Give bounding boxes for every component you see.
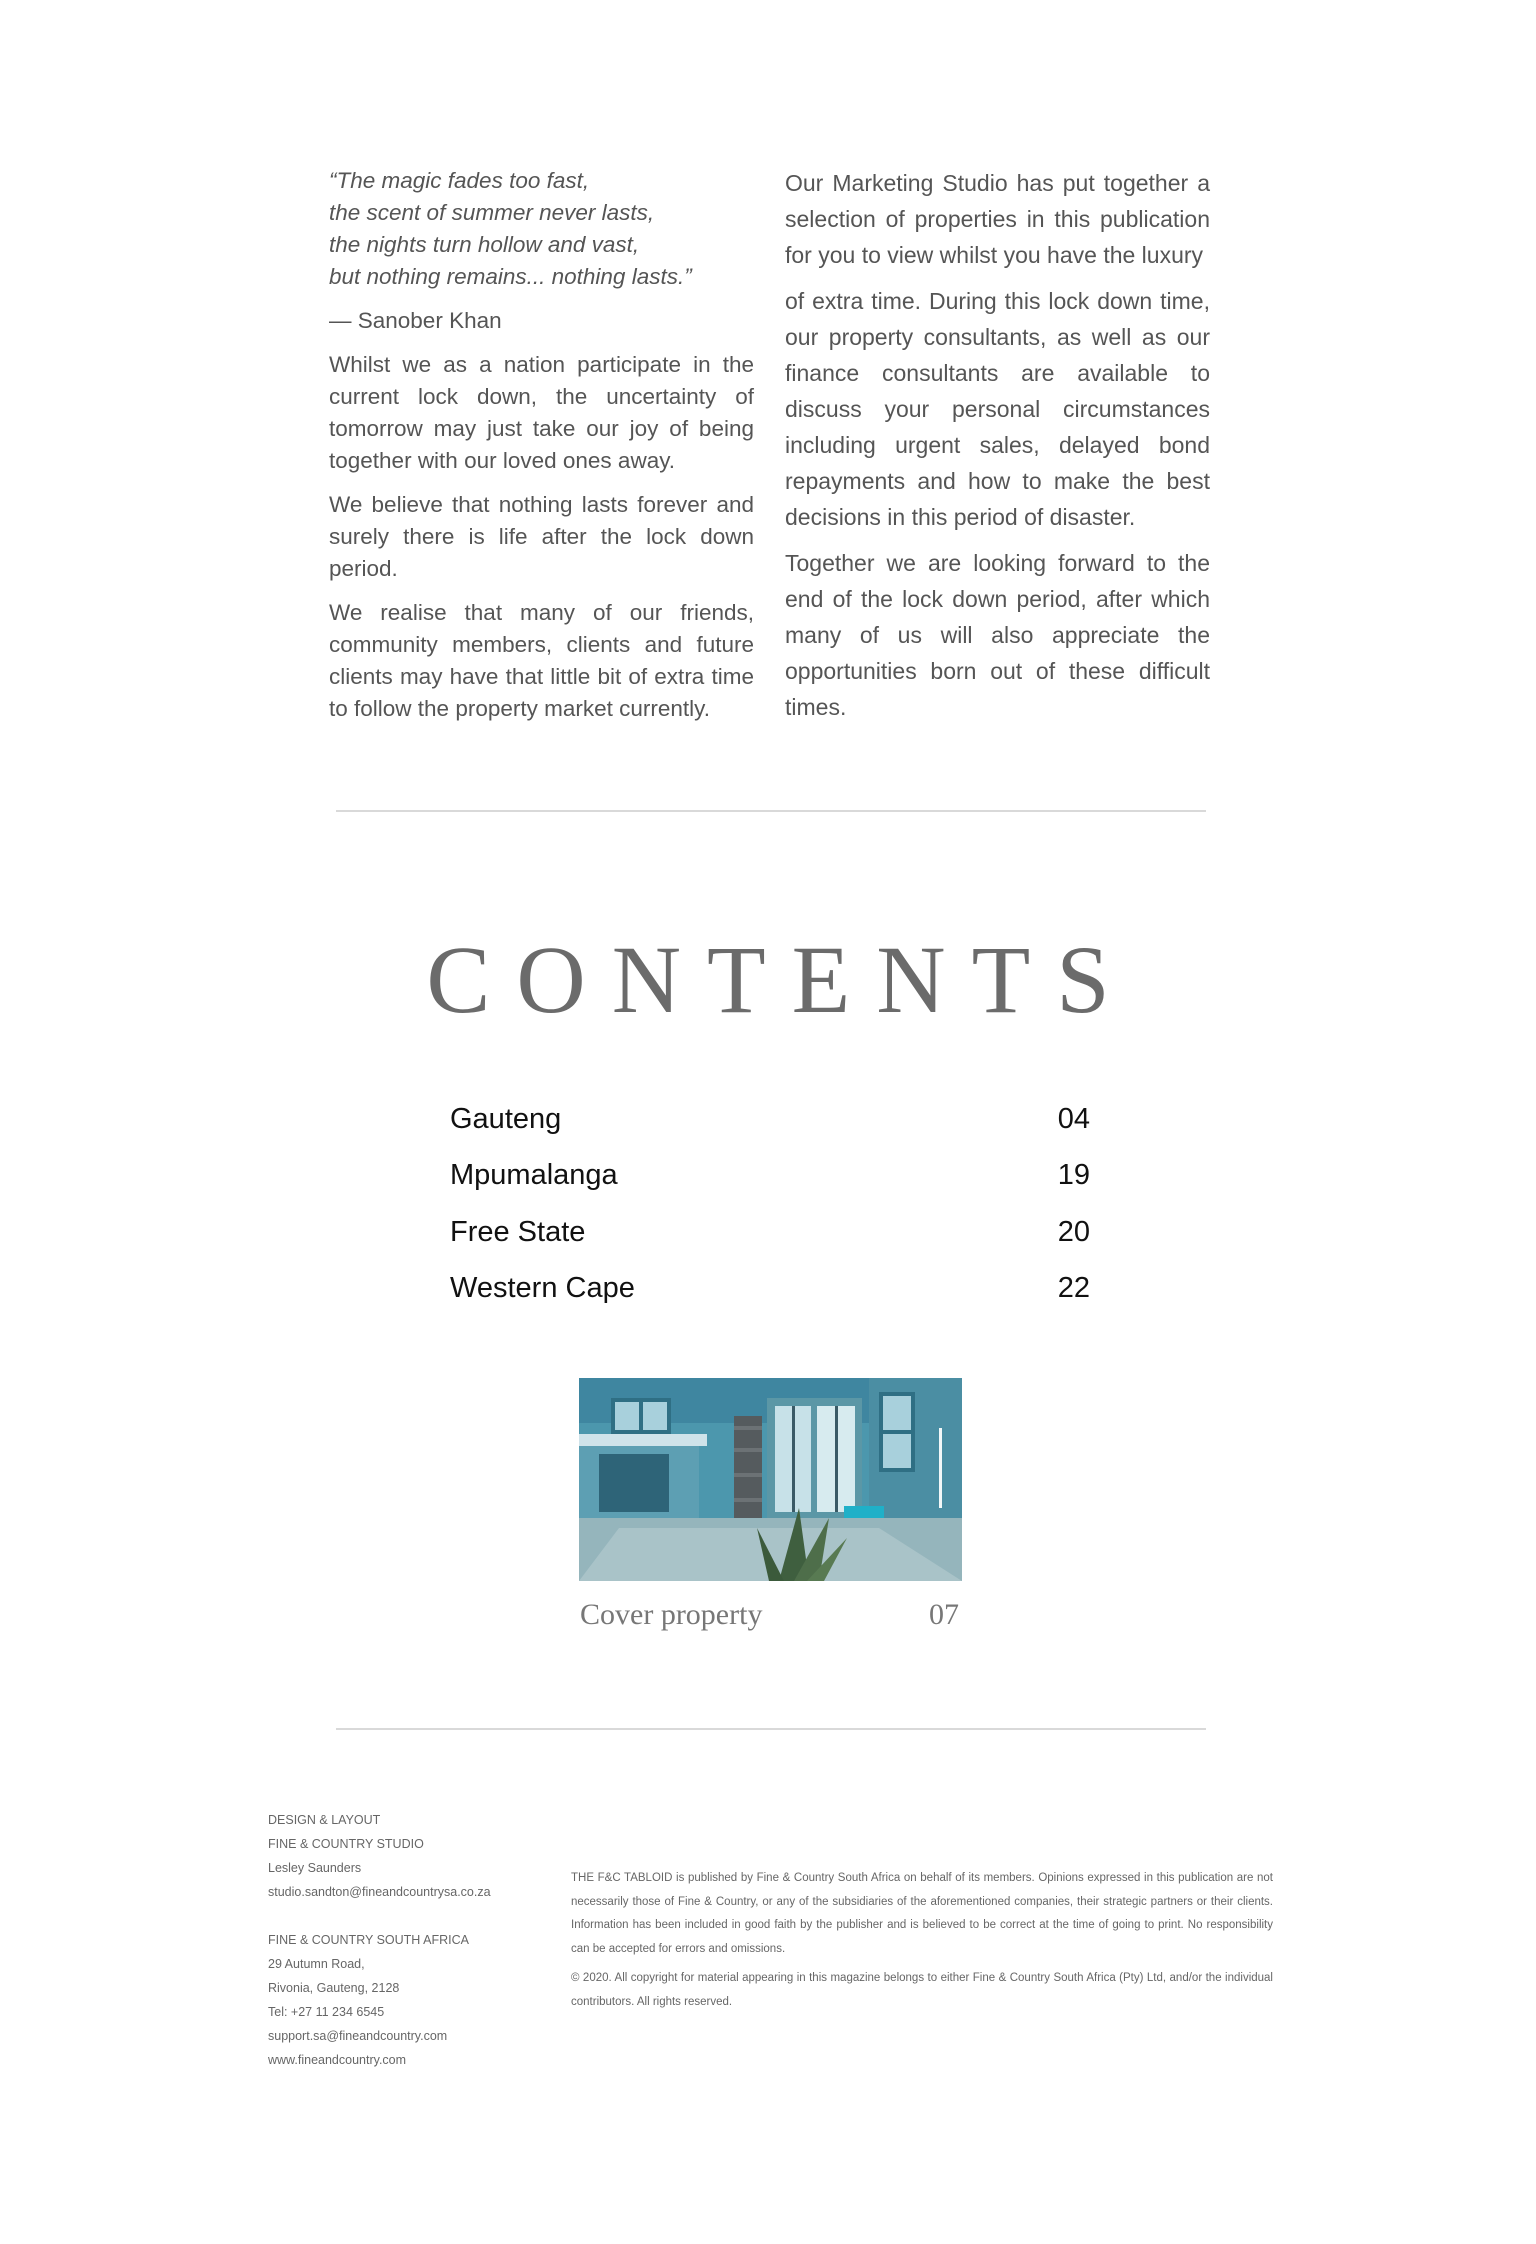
address-line: 29 Autumn Road, — [268, 1957, 365, 1971]
intro-left-column — [329, 165, 754, 737]
publisher-disclaimer: THE F&C TABLOID is published by Fine & Country South Africa on behalf of its members. Opinions expressed in this publication are not necessarily those of Fine & Country, or any of the subsidiaries of the aforementioned companies, their strategic partners or their clients. Information has been included in good faith by the publisher and is believed to be correct at the time of going to print. No responsibility can be accepted for errors and omissions. — [571, 1872, 1273, 1955]
cover-property-image[interactable] — [579, 1378, 962, 1581]
intro-paragraph: of extra time. During this lock down time, our property consultants, as well as our finance consultants are available to discuss your personal circumstances including urgent sales, delayed bond repayments and how to make the best decisions in this period of disaster. — [785, 288, 1210, 530]
credit-line: FINE & COUNTRY SOUTH AFRICA — [268, 1933, 469, 1947]
credits-block — [268, 1808, 568, 2072]
toc-item-gauteng[interactable] — [450, 1099, 1090, 1139]
quote-line: the scent of summer never lasts, — [329, 200, 655, 225]
toc-page-number: 19 — [1057, 1159, 1090, 1191]
quote-author: — Sanober Khan — [329, 308, 502, 333]
quote — [329, 165, 754, 293]
toc-label: Free State — [450, 1216, 586, 1248]
support-email-link[interactable]: support.sa@fineandcountry.com — [268, 2029, 448, 2043]
intro-paragraph: We believe that nothing lasts forever and surely there is life after the lock down period. — [329, 492, 754, 581]
toc-item-free-state[interactable] — [450, 1212, 1090, 1252]
toc-item-western-cape[interactable] — [450, 1268, 1090, 1308]
studio-email-link[interactable]: studio.sandton@fineandcountrysa.co.za — [268, 1885, 491, 1899]
phone-line: Tel: +27 11 234 6545 — [268, 2005, 385, 2019]
spacer — [268, 1904, 568, 1928]
quote-line: but nothing remains... nothing lasts.” — [329, 264, 692, 289]
toc-page-number: 22 — [1057, 1272, 1090, 1304]
divider — [336, 810, 1206, 812]
credit-line: Lesley Saunders — [268, 1861, 362, 1875]
toc-page-number: 20 — [1057, 1216, 1090, 1248]
website-link[interactable]: www.fineandcountry.com — [268, 2053, 407, 2067]
cover-label: Cover property — [580, 1598, 763, 1631]
house-illustration — [579, 1378, 962, 1581]
divider — [336, 1728, 1206, 1730]
intro-paragraph: We realise that many of our friends, community members, clients and future clients may have that little bit of extra time to follow the property market currently. — [329, 600, 754, 721]
cover-property-caption[interactable] — [579, 1595, 962, 1635]
toc-label: Gauteng — [450, 1103, 562, 1135]
toc-item-mpumalanga[interactable] — [450, 1155, 1090, 1195]
disclaimer-block — [571, 1867, 1273, 2020]
credit-line: DESIGN & LAYOUT — [268, 1813, 381, 1827]
quote-line: the nights turn hollow and vast, — [329, 232, 640, 257]
credit-line: FINE & COUNTRY STUDIO — [268, 1837, 424, 1851]
cover-page-number: 07 — [929, 1598, 959, 1631]
copyright-notice: © 2020. All copyright for material appearing in this magazine belongs to either Fine & Country South Africa (Pty) Ltd, and/or the individual contributors. All rights reserved. — [571, 1972, 1273, 2008]
intro-paragraph: Whilst we as a nation participate in the current lock down, the uncertainty of tomorrow may just take our joy of being together with our loved ones away. — [329, 352, 754, 473]
intro-right-column — [785, 165, 1210, 735]
intro-paragraph: Together we are looking forward to the end of the lock down period, after which many of us will also appreciate the opportunities born out of these difficult times. — [785, 550, 1210, 720]
contents-title: CONTENTS — [426, 926, 1136, 1033]
toc-label: Mpumalanga — [450, 1159, 618, 1191]
intro-paragraph: Our Marketing Studio has put together a selection of properties in this publication for you to view whilst you have the luxury — [785, 170, 1210, 268]
toc-page-number: 04 — [1057, 1103, 1090, 1135]
address-line: Rivonia, Gauteng, 2128 — [268, 1981, 400, 1995]
toc-label: Western Cape — [450, 1272, 635, 1304]
quote-line: “The magic fades too fast, — [329, 168, 590, 193]
